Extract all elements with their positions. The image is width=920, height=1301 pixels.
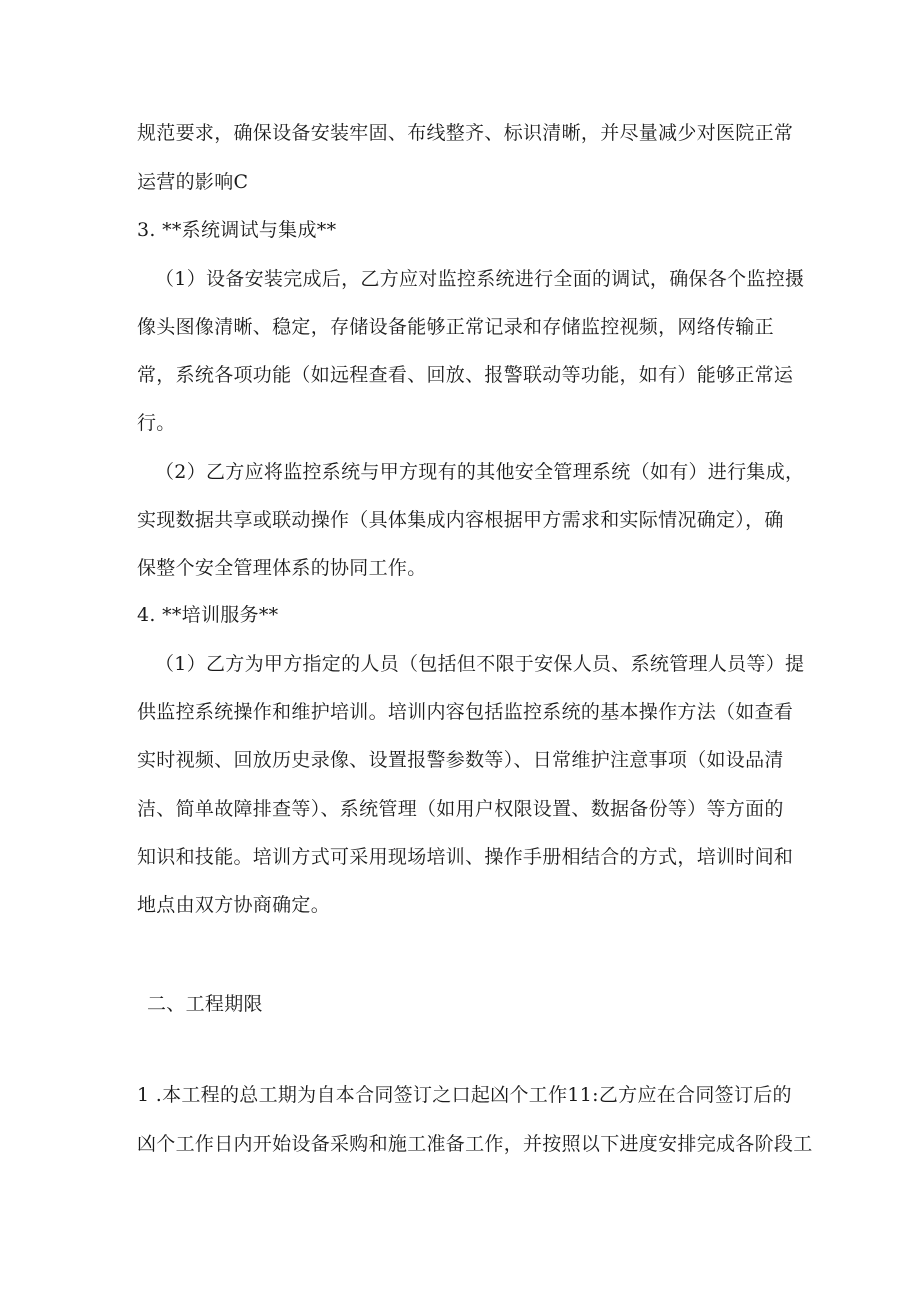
text-line: 实时视频、回放历史录像、设置报警参数等）、日常维护注意事项（如设品清 bbox=[137, 749, 784, 771]
section-heading-training: 4. **培训服务** bbox=[137, 604, 279, 626]
text-line: 行。 bbox=[137, 412, 176, 434]
section-heading-project-period: 二、工程期限 bbox=[147, 993, 263, 1015]
text-line: 实现数据共享或联动操作（具体集成内容根据甲方需求和实际情况确定），确 bbox=[137, 509, 784, 531]
text-line: 像头图像清晰、稳定，存储设备能够正常记录和存储监控视频，网络传输正 bbox=[137, 316, 774, 338]
text-line: 知识和技能。培训方式可采用现场培训、操作手册相结合的方式，培训时间和 bbox=[137, 846, 794, 868]
text-line: （1）设备安装完成后，乙方应对监控系统进行全面的调试，确保各个监控摄 bbox=[155, 268, 805, 290]
text-line: 供监控系统操作和维护培训。培训内容包括监控系统的基本操作方法（如查看 bbox=[137, 701, 794, 723]
text-line: 常，系统各项功能（如远程查看、回放、报警联动等功能，如有）能够正常运 bbox=[137, 364, 794, 386]
text-line: 保整个安全管理体系的协同工作。 bbox=[137, 557, 427, 579]
section-heading-system-debug: 3. **系统调试与集成** bbox=[137, 219, 337, 241]
text-line: 洁、简单故障排查等）、系统管理（如用户权限设置、数据备份等）等方面的 bbox=[137, 798, 784, 820]
text-line: 地点由双方协商确定。 bbox=[137, 894, 331, 916]
text-line: 凶个工作日内开始设备采购和施工准备工作，并按照以下进度安排完成各阶段工 bbox=[137, 1133, 813, 1155]
text-line: 1 .本工程的总工期为自本合同签订之口起凶个工作11:乙方应在合同签订后的 bbox=[137, 1084, 792, 1106]
text-line: 规范要求，确保设备安装牢固、布线整齐、标识清晰，并尽量减少对医院正常 bbox=[137, 122, 794, 144]
text-line: （2）乙方应将监控系统与甲方现有的其他安全管理系统（如有）进行集成， bbox=[155, 461, 805, 483]
text-line: 运营的影响C bbox=[137, 171, 249, 193]
text-line: （1）乙方为甲方指定的人员（包括但不限于安保人员、系统管理人员等）提 bbox=[155, 653, 805, 675]
